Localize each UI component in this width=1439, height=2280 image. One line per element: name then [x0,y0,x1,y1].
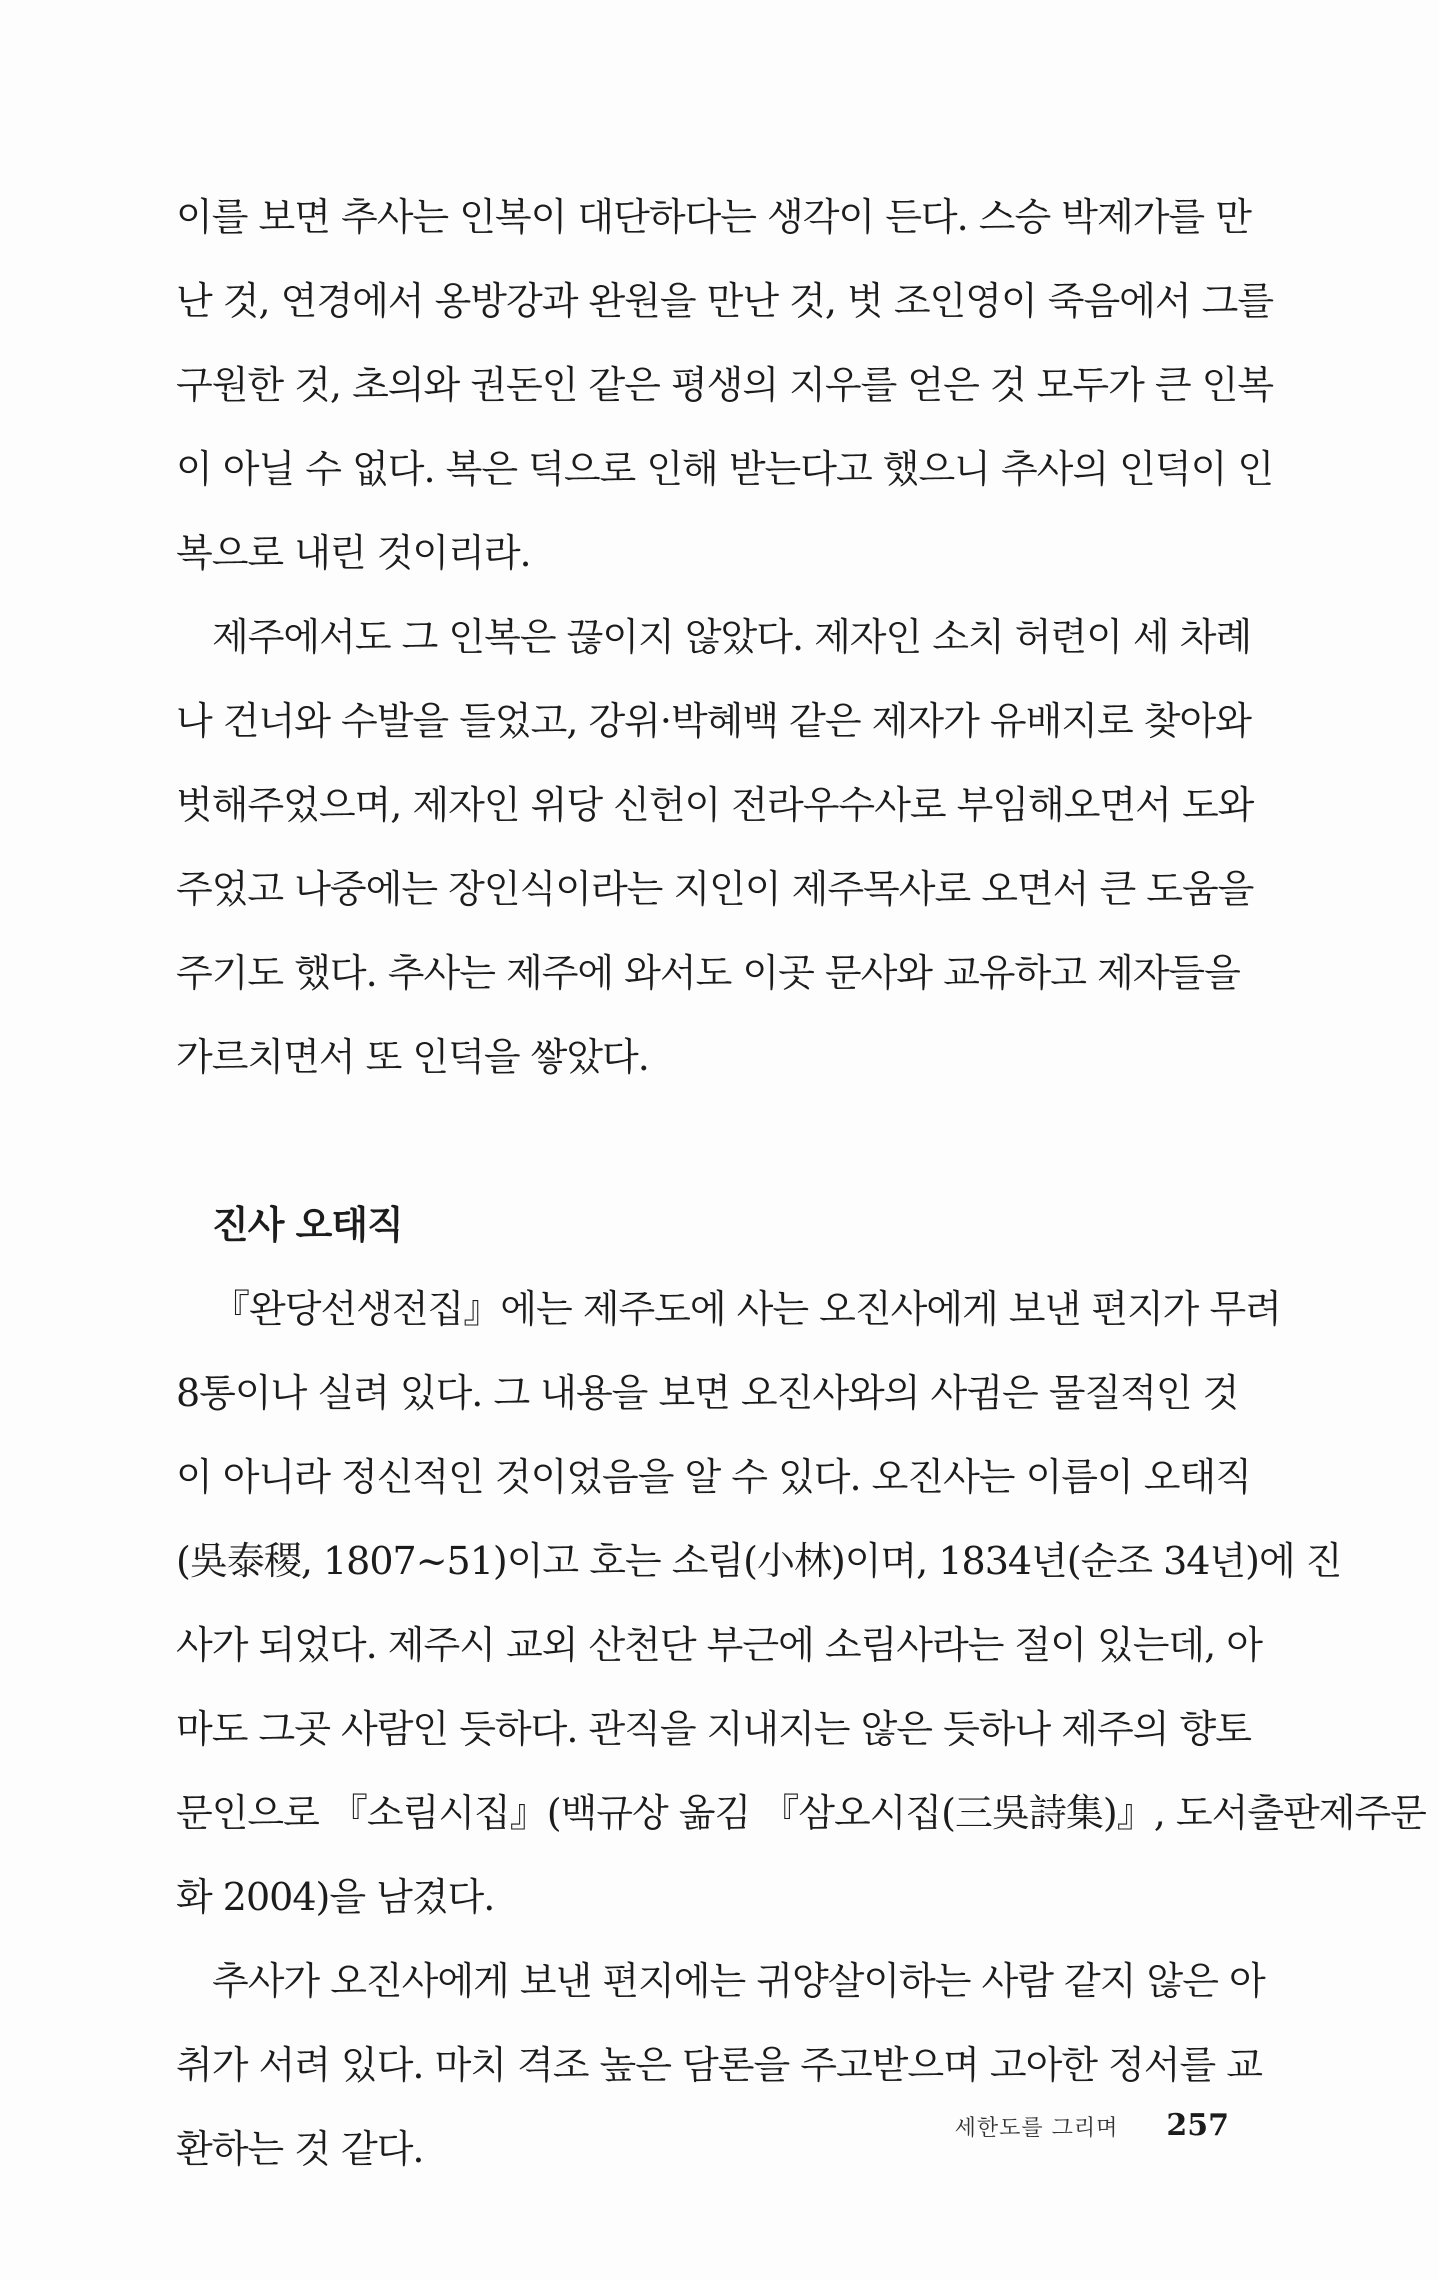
text-line: 사가 되었다. 제주시 교외 산천단 부근에 소림사라는 절이 있는데, 아 [176,1623,1262,1667]
page-number: 257 [1166,2108,1229,2143]
text-line: 추사가 오진사에게 보낸 편지에는 귀양살이하는 사람 같지 않은 아 [212,1959,1265,2003]
text-line: 이 아닐 수 없다. 복은 덕으로 인해 받는다고 했으니 추사의 인덕이 인 [176,447,1274,491]
text-line: 난 것, 연경에서 옹방강과 완원을 만난 것, 벗 조인영이 죽음에서 그를 [176,279,1274,323]
section-spacer [176,1099,1256,1183]
paragraph-2 [176,595,1256,1099]
text-line: 이 아니라 정신적인 것이었음을 알 수 있다. 오진사는 이름이 오태직 [176,1455,1251,1499]
paragraph-3 [176,1267,1426,1939]
running-title: 세한도를 그리며 [954,2116,1119,2141]
text-line: 취가 서려 있다. 마치 격조 높은 담론을 주고받으며 고아한 정서를 교 [176,2043,1262,2087]
text-line: 제주에서도 그 인복은 끊이지 않았다. 제자인 소치 허련이 세 차례 [212,615,1252,659]
text-line: 화 2004)을 남겼다. [176,1875,495,1919]
text-line: 환하는 것 같다. [176,2127,424,2171]
text-line: 가르치면서 또 인덕을 쌓았다. [176,1035,649,1079]
text-line: 마도 그곳 사람인 듯하다. 관직을 지내지는 않은 듯하나 제주의 향토 [176,1707,1251,1751]
text-line: 『완당선생전집』에는 제주도에 사는 오진사에게 보낸 편지가 무려 [212,1287,1281,1331]
text-line: 구원한 것, 초의와 권돈인 같은 평생의 지우를 얻은 것 모두가 큰 인복 [176,363,1274,407]
body-text [176,175,1426,2191]
text-line: 이를 보면 추사는 인복이 대단하다는 생각이 든다. 스승 박제가를 만 [176,195,1251,239]
text-line: (吳泰稷, 1807~51)이고 호는 소림(小林)이며, 1834년(순조 34년)에 진 [176,1539,1342,1583]
text-line: 주었고 나중에는 장인식이라는 지인이 제주목사로 오면서 큰 도움을 [176,867,1254,911]
paragraph-4 [176,1939,1265,2191]
paragraph-1 [176,175,1274,595]
text-line: 주기도 했다. 추사는 제주에 와서도 이곳 문사와 교유하고 제자들을 [176,951,1240,995]
text-line: 복으로 내린 것이리라. [176,531,531,575]
page-footer [955,2108,1229,2143]
section-heading: 진사 오태직 [212,1203,403,1247]
text-line: 문인으로 『소림시집』(백규상 옮김 『삼오시집(三吳詩集)』, 도서출판제주문 [176,1791,1426,1835]
text-line: 나 건너와 수발을 들었고, 강위·박혜백 같은 제자가 유배지로 찾아와 [176,699,1251,743]
text-line: 벗해주었으며, 제자인 위당 신헌이 전라우수사로 부임해오면서 도와 [176,783,1254,827]
text-line: 8통이나 실려 있다. 그 내용을 보면 오진사와의 사귐은 물질적인 것 [176,1371,1239,1415]
